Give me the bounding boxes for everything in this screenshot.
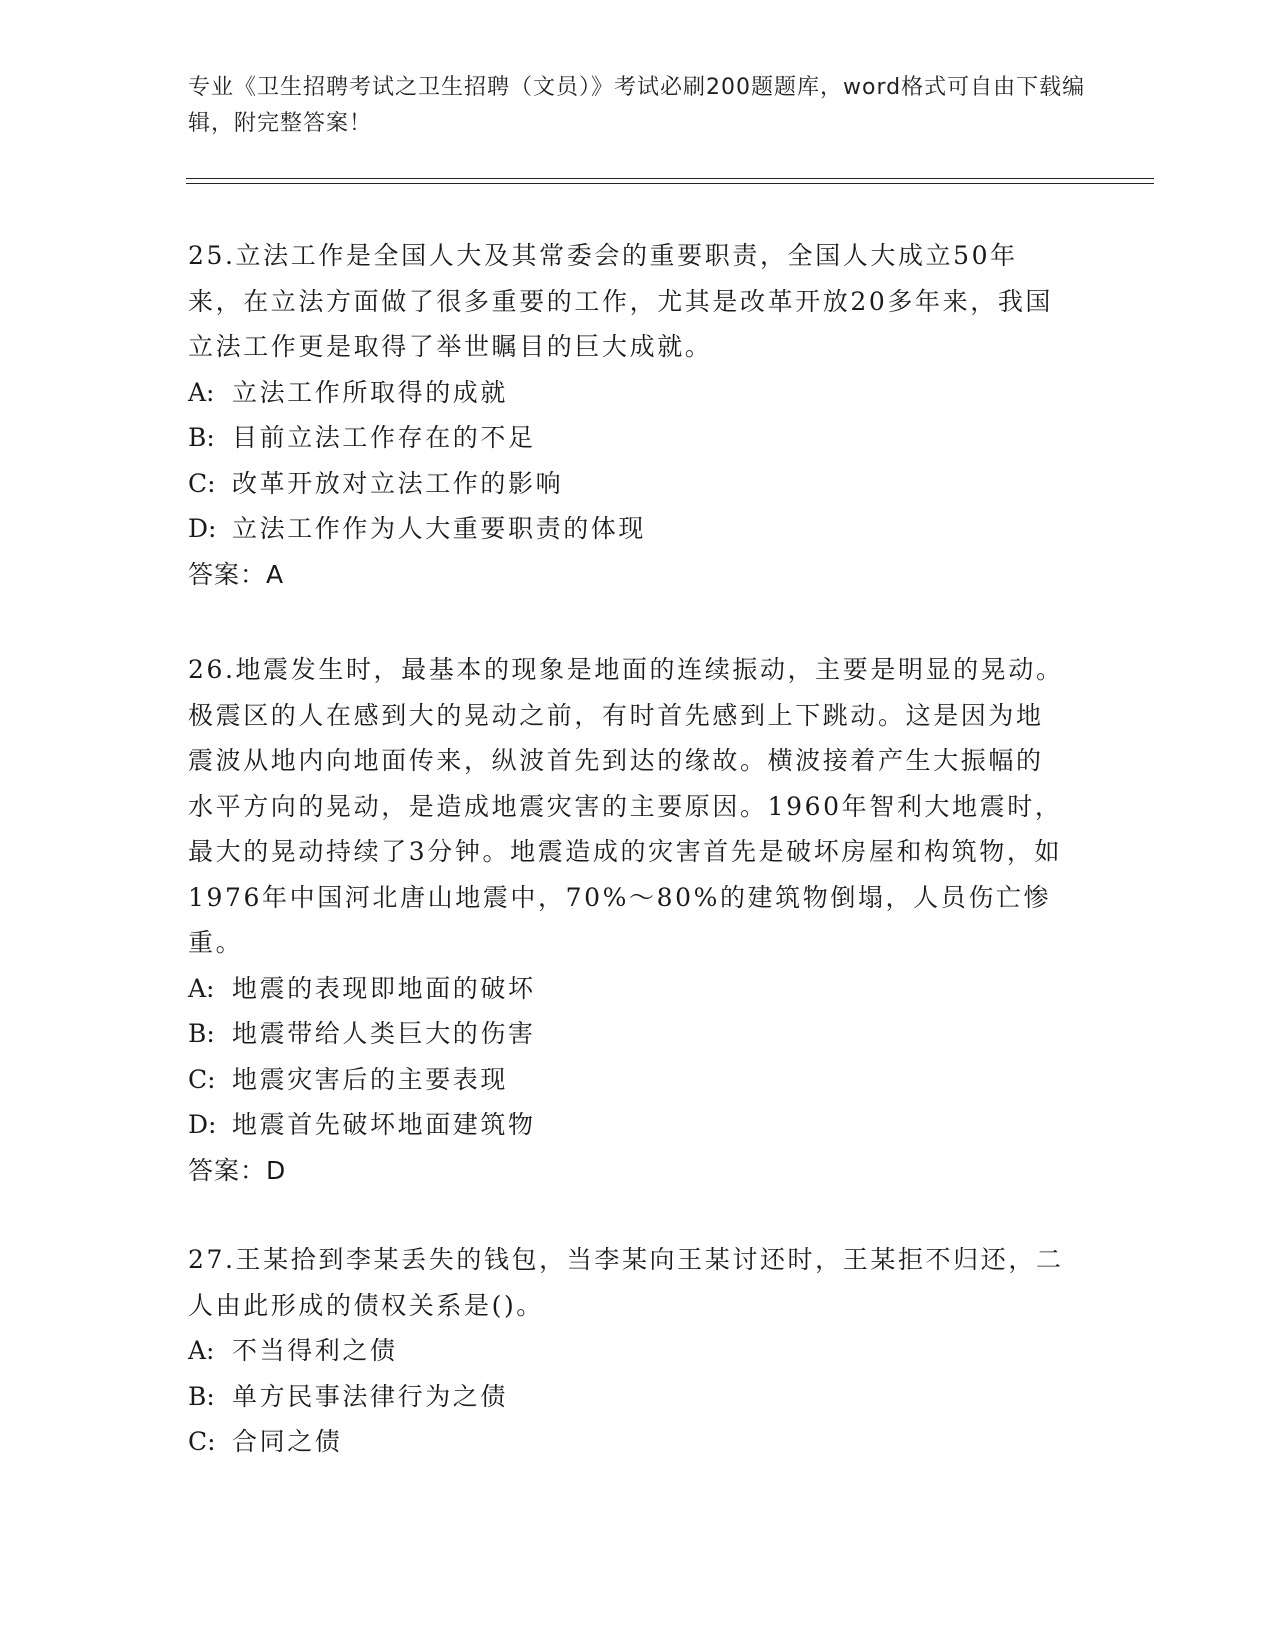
option-c [188,461,1068,507]
option-text: 改革开放对立法工作的影响 [232,468,564,498]
question-stem: 25.立法工作是全国人大及其常委会的重要职责，全国人大成立50年来，在立法方面做了很多重要的工作，尤其是改革开放20多年来，我国立法工作更是取得了举世瞩目的巨大成就。 [188,241,1054,361]
option-key: A: [188,973,215,1003]
header-divider-top [186,178,1154,179]
option-text: 目前立法工作存在的不足 [232,423,536,452]
option-b [188,415,1068,461]
option-c [188,1419,1068,1465]
answer-line: 答案：D [188,1155,287,1185]
option-b [188,1374,1068,1420]
question-stem: 27.王某拾到李某丢失的钱包，当李某向王某讨还时，王某拒不归还，二人由此形成的债权关系是()。 [188,1245,1064,1320]
option-key: C: [188,468,216,498]
answer-line: 答案：A [188,559,285,589]
option-text: 地震灾害后的主要表现 [232,1064,509,1094]
option-key: B: [188,1019,215,1048]
question-stem: 26.地震发生时，最基本的现象是地面的连续振动，主要是明显的晃动。极震区的人在感到大的晃动之前，有时首先感到上下跳动。这是因为地震波从地内向地面传来，纵波首先到达的缘故。横波接着产生大振幅的水平方向的晃动，是造成地震灾害的主要原因。1960年智利大地震时，最大的晃动持续了3分钟。地震造成的灾害首先是破坏房屋和构筑物，如1976年中国河北唐山地震中，70%～80%的建筑物倒塌，人员伤亡惨重。 [188,655,1064,957]
option-c [188,1057,1068,1103]
option-text: 立法工作作为人大重要职责的体现 [232,514,647,543]
option-text: 合同之债 [232,1427,343,1456]
option-a [188,966,1068,1012]
header-divider-bottom [186,183,1154,184]
question-27 [188,1237,1068,1465]
option-key: B: [188,1381,215,1411]
option-d [188,506,1068,552]
option-key: D: [188,514,217,543]
question-25 [188,233,1068,597]
option-text: 不当得利之债 [232,1336,398,1365]
option-key: A: [188,1336,215,1365]
option-text: 单方民事法律行为之债 [232,1381,509,1411]
question-26 [188,647,1068,1193]
option-text: 立法工作所取得的成就 [232,377,509,407]
option-a [188,1328,1068,1374]
option-a [188,370,1068,416]
option-text: 地震首先破坏地面建筑物 [232,1110,536,1139]
option-text: 地震带给人类巨大的伤害 [232,1019,536,1048]
document-header: 专业《卫生招聘考试之卫生招聘（文员）》考试必刷200题题库，word格式可自由下载编辑，附完整答案！ [188,75,1086,136]
option-b [188,1011,1068,1057]
option-key: D: [188,1110,217,1139]
option-key: C: [188,1064,216,1094]
option-key: A: [188,377,215,407]
option-key: B: [188,423,215,452]
option-text: 地震的表现即地面的破坏 [232,973,536,1003]
option-d [188,1102,1068,1148]
option-key: C: [188,1427,216,1456]
